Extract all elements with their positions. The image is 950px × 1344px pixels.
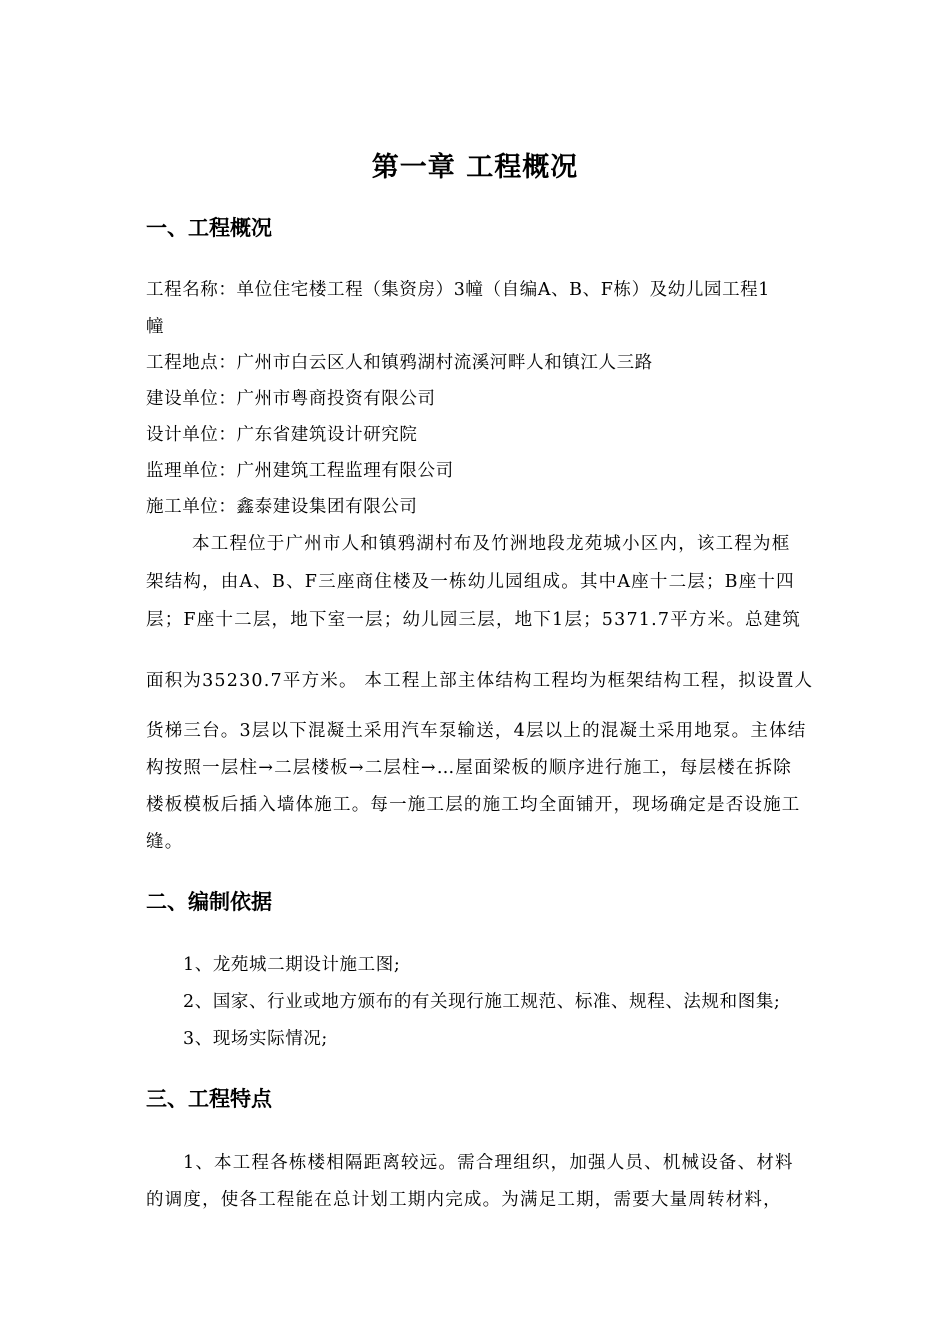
list-item: 1、龙苑城二期设计施工图;	[183, 955, 401, 975]
paragraph-line: 层；F座十二层，地下室一层；幼儿园三层，地下1层；5371.7平方米。总建筑	[146, 610, 802, 630]
paragraph-line: 货梯三台。3层以下混凝土采用汽车泵输送，4层以上的混凝土采用地泵。主体结	[146, 721, 807, 741]
paragraph-line: 构按照一层柱→二层楼板→二层柱→…屋面梁板的顺序进行施工，每层楼在拆除	[146, 758, 792, 778]
section-heading-overview: 一、工程概况	[146, 216, 272, 240]
info-line-contractor: 施工单位：鑫泰建设集团有限公司	[146, 497, 418, 517]
paragraph-line: 缝。	[146, 832, 184, 852]
paragraph-line: 面积为35230.7平方米。 本工程上部主体结构工程均为框架结构工程，拟设置人	[146, 671, 814, 691]
paragraph-line: 楼板模板后插入墙体施工。每一施工层的施工均全面铺开，现场确定是否设施工	[146, 795, 801, 815]
info-line-project-name-cont: 幢	[146, 317, 165, 337]
chapter-title: 第一章 工程概况	[371, 152, 579, 183]
section-heading-basis: 二、编制依据	[146, 890, 272, 914]
info-line-supervisor: 监理单位：广州建筑工程监理有限公司	[146, 461, 454, 481]
paragraph-line: 1、本工程各栋楼相隔距离较远。需合理组织，加强人员、机械设备、材料	[183, 1153, 794, 1173]
paragraph-line: 的调度，使各工程能在总计划工期内完成。为满足工期，需要大量周转材料，	[146, 1190, 782, 1210]
list-item: 2、国家、行业或地方颁布的有关现行施工规范、标准、规程、法规和图集;	[183, 992, 781, 1012]
section-heading-features: 三、工程特点	[146, 1087, 272, 1111]
info-line-client: 建设单位：广州市粤商投资有限公司	[146, 389, 436, 409]
info-line-project-name: 工程名称：单位住宅楼工程（集资房）3幢（自编A、B、F栋）及幼儿园工程1	[146, 280, 771, 300]
info-line-designer: 设计单位：广东省建筑设计研究院	[146, 425, 418, 445]
paragraph-line: 架结构，由A、B、F三座商住楼及一栋幼儿园组成。其中A座十二层；B座十四	[146, 572, 795, 592]
info-line-location: 工程地点：广州市白云区人和镇鸦湖村流溪河畔人和镇江人三路	[146, 353, 653, 373]
paragraph-line: 本工程位于广州市人和镇鸦湖村布及竹洲地段龙苑城小区内，该工程为框	[192, 534, 791, 554]
list-item: 3、现场实际情况;	[183, 1029, 328, 1049]
